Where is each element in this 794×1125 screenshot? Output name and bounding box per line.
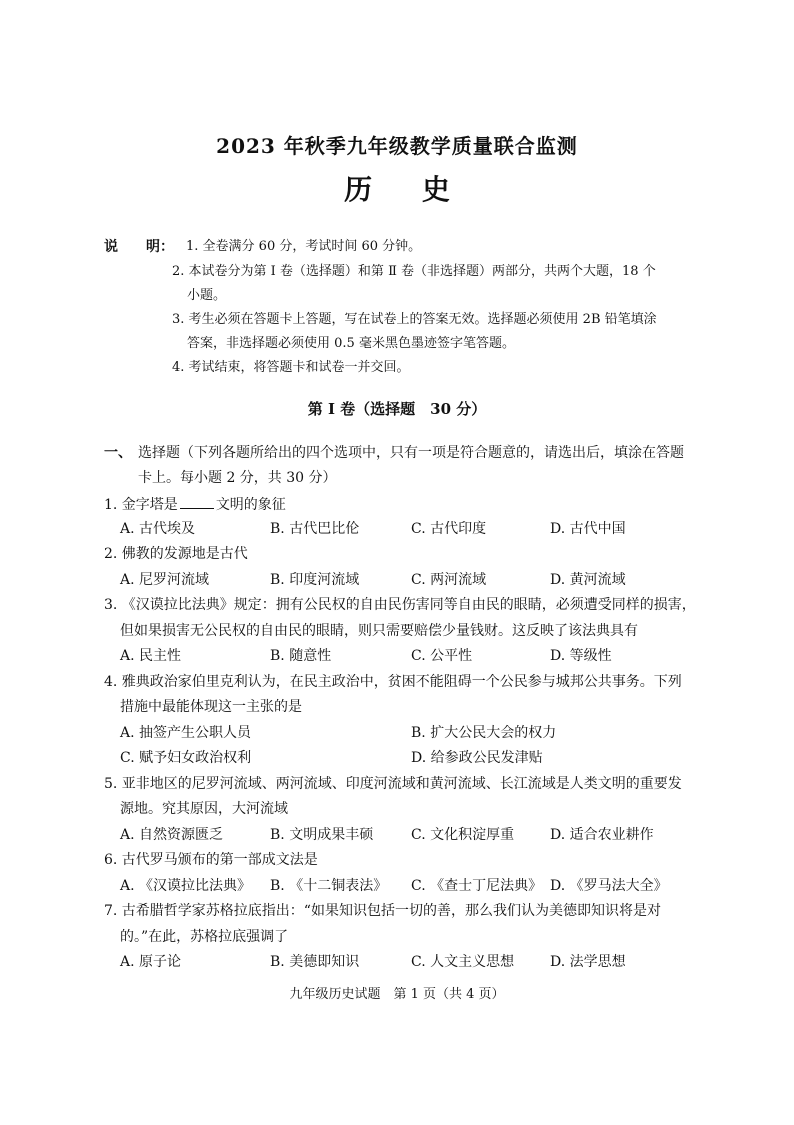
instruction-item: 小题。 (187, 288, 227, 303)
instruction-item: 1. 全卷满分 60 分，考试时间 60 分钟。 (186, 239, 422, 254)
option-a: A. 《汉谟拉比法典》 (120, 878, 252, 894)
answer-blank (180, 496, 214, 509)
question-7-stem: 7. 古希腊哲学家苏格拉底指出：“如果知识包括一切的善，那么我们认为美德即知识将是对 (104, 903, 661, 919)
option-a: A. 原子论 (120, 954, 182, 970)
option-a: A. 自然资源匮乏 (120, 827, 224, 843)
option-d: D. 法学思想 (550, 954, 626, 970)
part-intro: 选择题（下列各题所给出的四个选项中，只有一项是符合题意的，请选出后，填涂在答题 (138, 445, 684, 461)
option-c: C. 公平性 (411, 648, 473, 664)
question-7-stem-cont: 的。”在此，苏格拉底强调了 (120, 929, 289, 945)
part-intro: 卡上。每小题 2 分，共 30 分） (138, 470, 337, 486)
question-4-stem: 4. 雅典政治家伯里克利认为，在民主政治中，贫困不能阻碍一个公民参与城邦公共事务。下列 (104, 674, 682, 690)
option-c: C. 赋予妇女政治权利 (120, 750, 252, 766)
option-d: D. 古代中国 (550, 521, 626, 537)
option-c: C. 古代印度 (411, 521, 487, 537)
question-3-stem: 3. 《汉谟拉比法典》规定：拥有公民权的自由民伤害同等自由民的眼睛，必须遭受同样的损害， (104, 597, 696, 613)
subject-title (0, 173, 794, 206)
option-b: B. 文明成果丰硕 (270, 827, 374, 843)
subject-char: 历 (344, 173, 373, 206)
option-d: D. 适合农业耕作 (550, 827, 654, 843)
instruction-item: 4. 考试结束，将答题卡和试卷一并交回。 (172, 360, 410, 375)
option-b: B. 扩大公民大会的权力 (411, 725, 557, 741)
question-1-stem (104, 496, 286, 512)
instructions-label: 说 明： (104, 239, 174, 255)
question-4-stem-cont: 措施中最能体现这一主张的是 (120, 699, 302, 715)
option-b: B. 随意性 (270, 648, 332, 664)
section-title: 第 Ⅰ 卷（选择题 30 分） (307, 400, 487, 418)
option-a: A. 古代埃及 (120, 521, 196, 537)
part-label: 一、 (104, 445, 132, 461)
option-d: D. 黄河流域 (550, 572, 626, 588)
option-d: D. 《罗马法大全》 (550, 878, 668, 894)
option-d: D. 等级性 (550, 648, 612, 664)
option-c: C. 文化积淀厚重 (411, 827, 515, 843)
option-d: D. 给参政公民发津贴 (411, 750, 543, 766)
subject-char: 史 (421, 173, 450, 206)
question-5-stem: 5. 亚非地区的尼罗河流域、两河流域、印度河流域和黄河流域、长江流域是人类文明的重要发 (104, 776, 682, 792)
exam-title: 2023 年秋季九年级教学质量联合监测 (216, 134, 578, 158)
option-a: A. 抽签产生公职人员 (120, 725, 252, 741)
question-3-stem-cont: 但如果损害无公民权的自由民的眼睛，则只需要赔偿少量钱财。这反映了该法典具有 (120, 623, 638, 639)
question-1-stem-start: 1. 金字塔是 (104, 497, 178, 513)
option-a: A. 尼罗河流域 (120, 572, 210, 588)
instruction-item: 答案，非选择题必须使用 0.5 毫米黑色墨迹签字笔答题。 (187, 336, 515, 351)
option-b: B. 美德即知识 (270, 954, 360, 970)
question-6-stem: 6. 古代罗马颁布的第一部成文法是 (104, 852, 318, 868)
instruction-item: 3. 考生必须在答题卡上答题，写在试卷上的答案无效。选择题必须使用 2B 铅笔填涂 (172, 312, 657, 327)
page-footer: 九年级历史试题 第 1 页（共 4 页） (289, 987, 505, 1002)
instruction-item: 2. 本试卷分为第 Ⅰ 卷（选择题）和第 Ⅱ 卷（非选择题）两部分，共两个大题，18 个 (172, 264, 656, 279)
option-b: B. 《十二铜表法》 (270, 878, 388, 894)
option-c: C. 《查士丁尼法典》 (411, 878, 543, 894)
option-c: C. 人文主义思想 (411, 954, 515, 970)
question-5-stem-cont: 源地。究其原因，大河流域 (120, 801, 288, 817)
question-2-stem: 2. 佛教的发源地是古代 (104, 546, 248, 562)
option-a: A. 民主性 (120, 648, 182, 664)
option-b: B. 印度河流域 (270, 572, 360, 588)
option-b: B. 古代巴比伦 (270, 521, 360, 537)
option-c: C. 两河流域 (411, 572, 487, 588)
question-1-stem-end: 文明的象征 (215, 497, 286, 513)
